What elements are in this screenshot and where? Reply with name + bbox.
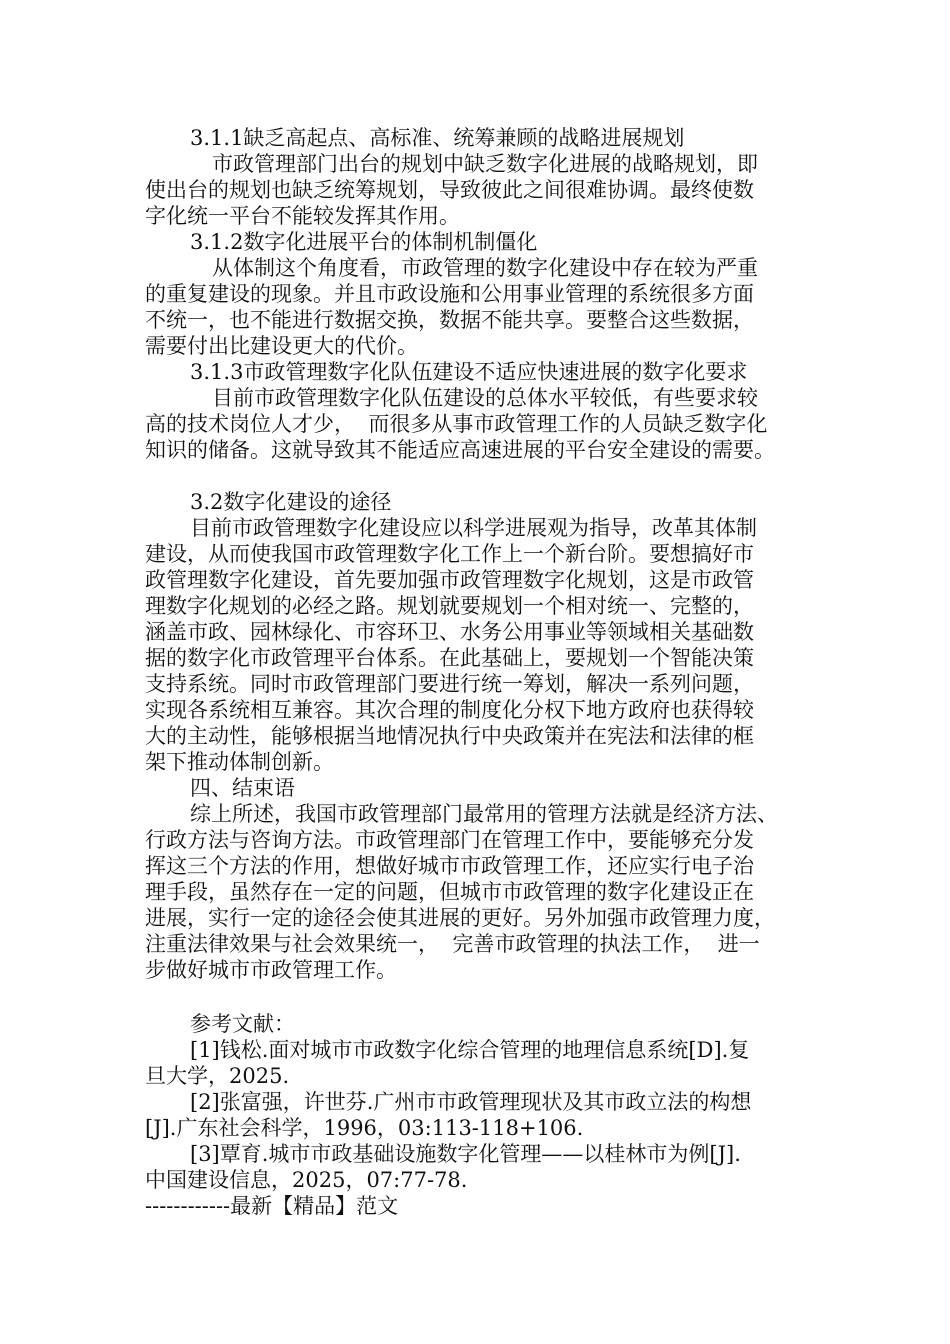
reference-line: [3]覃育.城市市政基础设施数字化管理——以桂林市为例[J].	[190, 1142, 741, 1166]
paragraph-line: 挥这三个方法的作用，想做好城市市政管理工作，还应实行电子治	[145, 854, 754, 878]
paragraph-line: 理手段，虽然存在一定的问题，但城市市政管理的数字化建设正在	[145, 880, 754, 904]
paragraph-line: 步做好城市市政管理工作。	[145, 958, 397, 982]
section-heading-3-1-2: 3.1.2数字化进展平台的体制机制僵化	[190, 230, 538, 254]
paragraph-line: 行政方法与咨询方法。市政管理部门在管理工作中，要能够充分发	[145, 828, 754, 852]
section-heading-conclusion: 四、结束语	[190, 776, 295, 800]
section-heading-3-2: 3.2数字化建设的途径	[190, 490, 392, 514]
paragraph-line: 进展，实行一定的途径会使其进展的更好。另外加强市政管理力度，	[145, 906, 775, 930]
paragraph-line: 理数字化规划的必经之路。规划就要规划一个相对统一、完整的，	[145, 594, 754, 618]
paragraph-line: 综上所述，我国市政管理部门最常用的管理方法就是经济方法、	[190, 802, 778, 826]
paragraph-line: 注重法律效果与社会效果统一， 完善市政管理的执法工作， 进一	[145, 932, 760, 956]
section-heading-3-1-3: 3.1.3市政管理数字化队伍建设不适应快速进展的数字化要求	[190, 360, 748, 384]
paragraph-line: 据的数字化市政管理平台体系。在此基础上，要规划一个智能决策	[145, 646, 754, 670]
paragraph-line: 建设，从而使我国市政管理数字化工作上一个新台阶。要想搞好市	[145, 542, 754, 566]
reference-line: [1]钱松.面对城市市政数字化综合管理的地理信息系统[D].复	[190, 1038, 750, 1062]
paragraph-line: 知识的储备。这就导致其不能适应高速进展的平台安全建设的需要。	[145, 438, 775, 462]
references-heading: 参考文献：	[190, 1012, 295, 1036]
reference-line: 中国建设信息，2025，07:77-78.	[145, 1168, 468, 1192]
paragraph-line: 需要付出比建设更大的代价。	[145, 334, 418, 358]
reference-line: 旦大学，2025.	[145, 1064, 290, 1088]
paragraph-line: 的重复建设的现象。并且市政设施和公用事业管理的系统很多方面	[145, 282, 754, 306]
reference-line: [J].广东社会科学，1996，03:113-118+106.	[145, 1116, 584, 1140]
paragraph-line: 实现各系统相互兼容。其次合理的制度化分权下地方政府也获得较	[145, 698, 754, 722]
paragraph-line: 支持系统。同时市政管理部门要进行统一筹划，解决一系列问题，	[145, 672, 754, 696]
paragraph-line: 从体制这个角度看，市政管理的数字化建设中存在较为严重	[212, 256, 758, 280]
paragraph-line: 大的主动性，能够根据当地情况执行中央政策并在宪法和法律的框	[145, 724, 754, 748]
paragraph-line: 目前市政管理数字化队伍建设的总体水平较低，有些要求较	[212, 386, 758, 410]
paragraph-line: 涵盖市政、园林绿化、市容环卫、水务公用事业等领域相关基础数	[145, 620, 754, 644]
paragraph-line: 市政管理部门出台的规划中缺乏数字化进展的战略规划，即	[212, 152, 758, 176]
paragraph-line: 字化统一平台不能较发挥其作用。	[145, 204, 460, 228]
page-footer: ------------最新【精品】范文	[145, 1194, 399, 1218]
section-heading-3-1-1: 3.1.1缺乏高起点、高标准、统筹兼顾的战略进展规划	[190, 126, 685, 150]
reference-line: [2]张富强，许世芬.广州市市政管理现状及其市政立法的构想	[190, 1090, 752, 1114]
paragraph-line: 目前市政管理数字化建设应以科学进展观为指导，改革其体制	[190, 516, 757, 540]
paragraph-line: 架下推动体制创新。	[145, 750, 334, 774]
paragraph-line: 政管理数字化建设，首先要加强市政管理数字化规划，这是市政管	[145, 568, 754, 592]
paragraph-line: 使出台的规划也缺乏统筹规划，导致彼此之间很难协调。最终使数	[145, 178, 754, 202]
paragraph-line: 不统一，也不能进行数据交换，数据不能共享。要整合这些数据，	[145, 308, 754, 332]
paragraph-line: 高的技术岗位人才少， 而很多从事市政管理工作的人员缺乏数字化	[145, 412, 768, 436]
